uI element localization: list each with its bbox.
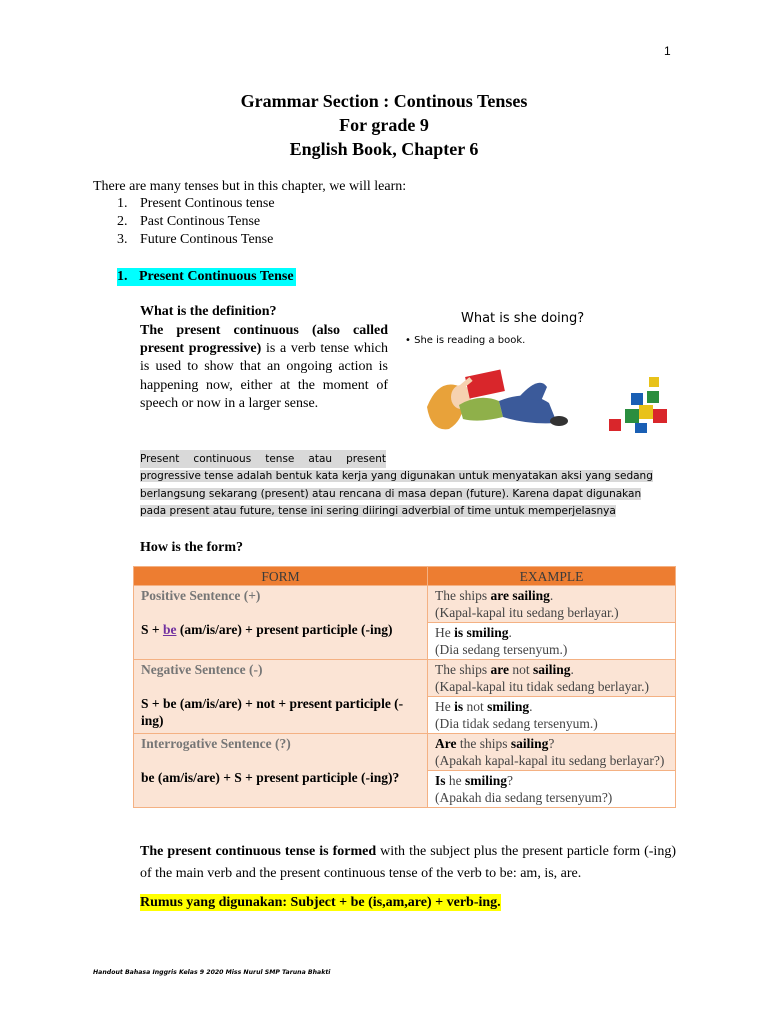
illustration-question: What is she doing? <box>461 311 585 326</box>
table-row <box>134 734 676 771</box>
form-table <box>133 566 676 808</box>
intro-text: There are many tenses but in this chapter, we will learn: <box>93 179 407 194</box>
girl-reading-icon <box>399 297 670 435</box>
section-heading: 1. Present Continuous Tense <box>117 269 294 284</box>
indonesian-translation-line: berlangsung sekarang (present) atau rencana di masa depan (future). Karena dapat digunakan <box>140 488 642 500</box>
explanation-text: The present continuous tense is formed with the subject plus the present particle form (-ing) of the main verb and the present continuous tense of the verb to be: am, is, are. <box>140 844 676 881</box>
list-item: 2. Past Continous Tense <box>117 214 261 229</box>
form-cell-positive: Positive Sentence (+) S + be (am/is/are) + present participle (-ing) <box>134 586 428 660</box>
form-question: How is the form? <box>140 540 244 555</box>
example-cell: The ships are not sailing. (Kapal-kapal itu tidak sedang berlayar.) <box>428 660 676 697</box>
example-cell: He is not smiling. (Dia tidak sedang tersenyum.) <box>428 697 676 734</box>
example-cell: He is smiling. (Dia sedang tersenyum.) <box>428 623 676 660</box>
reading-girl-illustration <box>399 297 670 435</box>
definition-question: What is the definition? <box>140 304 277 319</box>
page-subtitle-chapter: English Book, Chapter 6 <box>289 139 479 159</box>
page-footer: Handout Bahasa Inggris Kelas 9 2020 Miss Nurul SMP Taruna Bhakti <box>93 969 331 976</box>
indonesian-translation-line: pada present atau future, tense ini sering diiringi adverbial of time untuk memperjelasnya <box>140 505 616 517</box>
form-cell-interrogative: Interrogative Sentence (?) be (am/is/are) + S + present participle (-ing)? <box>134 734 428 808</box>
page-title: Grammar Section : Continous Tenses <box>240 91 528 111</box>
list-item: 3. Future Continous Tense <box>117 232 274 247</box>
table-row <box>134 660 676 697</box>
form-cell-negative: Negative Sentence (-) S + be (am/is/are) + not + present participle (-ing) <box>134 660 428 734</box>
definition-text: The present continuous (also called present progressive) is a verb tense which is used to show that an ongoing action is happening now, either at the moment of speech or now in a larger sense. <box>140 323 388 411</box>
table-header-example: EXAMPLE <box>428 567 676 586</box>
example-cell: The ships are sailing. (Kapal-kapal itu sedang berlayar.) <box>428 586 676 623</box>
example-cell: Is he smiling? (Apakah dia sedang tersenyum?) <box>428 771 676 808</box>
be-link[interactable]: be <box>162 622 177 637</box>
example-cell: Are the ships sailing? (Apakah kapal-kapal itu sedang berlayar?) <box>428 734 676 771</box>
indonesian-translation-line: progressive tense adalah bentuk kata kerja yang digunakan untuk menyatakan aksi yang sedang <box>140 470 653 482</box>
table-header-form: FORM <box>134 567 428 586</box>
illustration-answer: • She is reading a book. <box>405 335 526 346</box>
page-subtitle-grade: For grade 9 <box>339 115 429 135</box>
list-item: 1. Present Continous tense <box>117 196 275 211</box>
page-number: 1 <box>664 44 671 58</box>
indonesian-translation-line: Present continuous tense atau present <box>140 450 386 468</box>
formula-highlight: Rumus yang digunakan: Subject + be (is,am,are) + verb-ing. <box>140 895 501 910</box>
table-row <box>134 586 676 623</box>
